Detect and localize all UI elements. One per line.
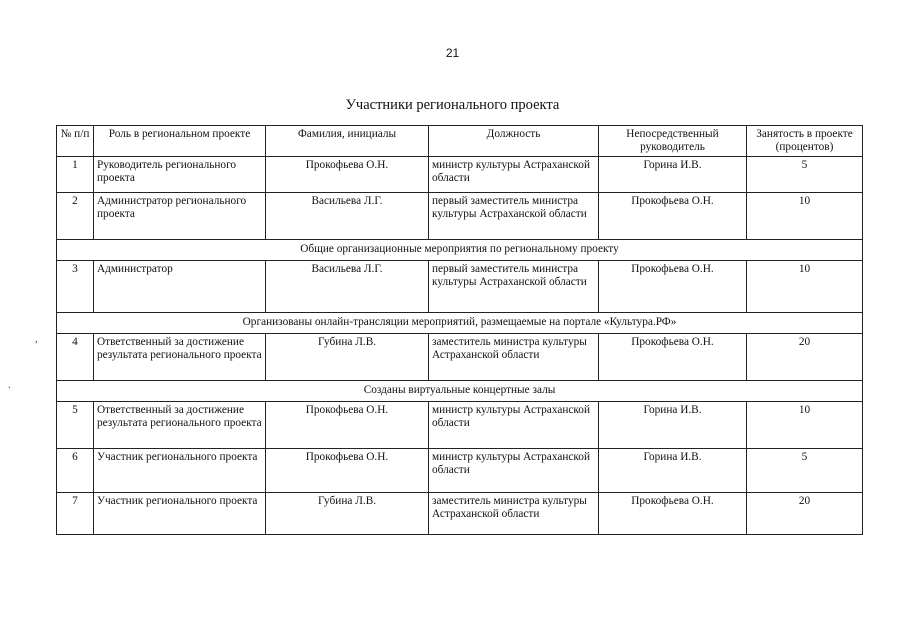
table-row: [57, 402, 863, 449]
cell-supervisor: Прокофьева О.Н.: [599, 261, 747, 313]
section-title: Общие организационные мероприятия по региональному проекту: [57, 240, 863, 261]
table-row: [57, 261, 863, 313]
section-title: Созданы виртуальные концертные залы: [57, 381, 863, 402]
cell-name: Васильева Л.Г.: [266, 261, 429, 313]
cell-name: Прокофьева О.Н.: [266, 157, 429, 193]
cell-num: 4: [57, 334, 94, 381]
section-title: Организованы онлайн-трансляции мероприятий, размещаемые на портале «Культура.РФ»: [57, 313, 863, 334]
header-supervisor: Непосредственный руководитель: [599, 126, 747, 157]
section-row: [57, 313, 863, 334]
section-row: [57, 381, 863, 402]
cell-role: Участник регионального проекта: [94, 493, 266, 535]
cell-name: Прокофьева О.Н.: [266, 449, 429, 493]
cell-supervisor: Горина И.В.: [599, 157, 747, 193]
header-employment: Занятость в проекте (процентов): [747, 126, 863, 157]
header-position: Должность: [429, 126, 599, 157]
cell-num: 3: [57, 261, 94, 313]
scan-mark: ,: [35, 334, 38, 345]
header-name: Фамилия, инициалы: [266, 126, 429, 157]
table-row: [57, 334, 863, 381]
cell-position: первый заместитель министра культуры Астраханской области: [429, 261, 599, 313]
cell-role: Руководитель регионального проекта: [94, 157, 266, 193]
table-row: [57, 449, 863, 493]
cell-position: заместитель министра культуры Астраханской области: [429, 334, 599, 381]
section-row: [57, 240, 863, 261]
cell-name: Прокофьева О.Н.: [266, 402, 429, 449]
cell-employment: 5: [747, 157, 863, 193]
cell-num: 7: [57, 493, 94, 535]
table-header-row: [57, 126, 863, 157]
cell-position: заместитель министра культуры Астраханской области: [429, 493, 599, 535]
cell-position: министр культуры Астраханской области: [429, 402, 599, 449]
cell-supervisor: Горина И.В.: [599, 402, 747, 449]
cell-name: Губина Л.В.: [266, 334, 429, 381]
cell-num: 5: [57, 402, 94, 449]
cell-supervisor: Прокофьева О.Н.: [599, 193, 747, 240]
header-num: № п/п: [57, 126, 94, 157]
cell-employment: 10: [747, 402, 863, 449]
cell-employment: 20: [747, 334, 863, 381]
cell-name: Губина Л.В.: [266, 493, 429, 535]
cell-employment: 5: [747, 449, 863, 493]
cell-role: Участник регионального проекта: [94, 449, 266, 493]
cell-position: министр культуры Астраханской области: [429, 449, 599, 493]
cell-num: 6: [57, 449, 94, 493]
table-row: [57, 193, 863, 240]
table-row: [57, 157, 863, 193]
cell-supervisor: Горина И.В.: [599, 449, 747, 493]
cell-role: Ответственный за достижение результата регионального проекта: [94, 402, 266, 449]
cell-supervisor: Прокофьева О.Н.: [599, 493, 747, 535]
table-row: [57, 493, 863, 535]
document-title: Участники регионального проекта: [345, 97, 560, 113]
cell-supervisor: Прокофьева О.Н.: [599, 334, 747, 381]
cell-employment: 10: [747, 261, 863, 313]
cell-name: Васильева Л.Г.: [266, 193, 429, 240]
cell-num: 1: [57, 157, 94, 193]
cell-position: министр культуры Астраханской области: [429, 157, 599, 193]
cell-role: Администратор регионального проекта: [94, 193, 266, 240]
page-number: 21: [445, 46, 460, 60]
cell-num: 2: [57, 193, 94, 240]
cell-employment: 10: [747, 193, 863, 240]
participants-table: [56, 125, 863, 535]
scan-mark: .: [8, 380, 11, 391]
cell-position: первый заместитель министра культуры Астраханской области: [429, 193, 599, 240]
cell-employment: 20: [747, 493, 863, 535]
cell-role: Ответственный за достижение результата регионального проекта: [94, 334, 266, 381]
cell-role: Администратор: [94, 261, 266, 313]
header-role: Роль в региональном проекте: [94, 126, 266, 157]
